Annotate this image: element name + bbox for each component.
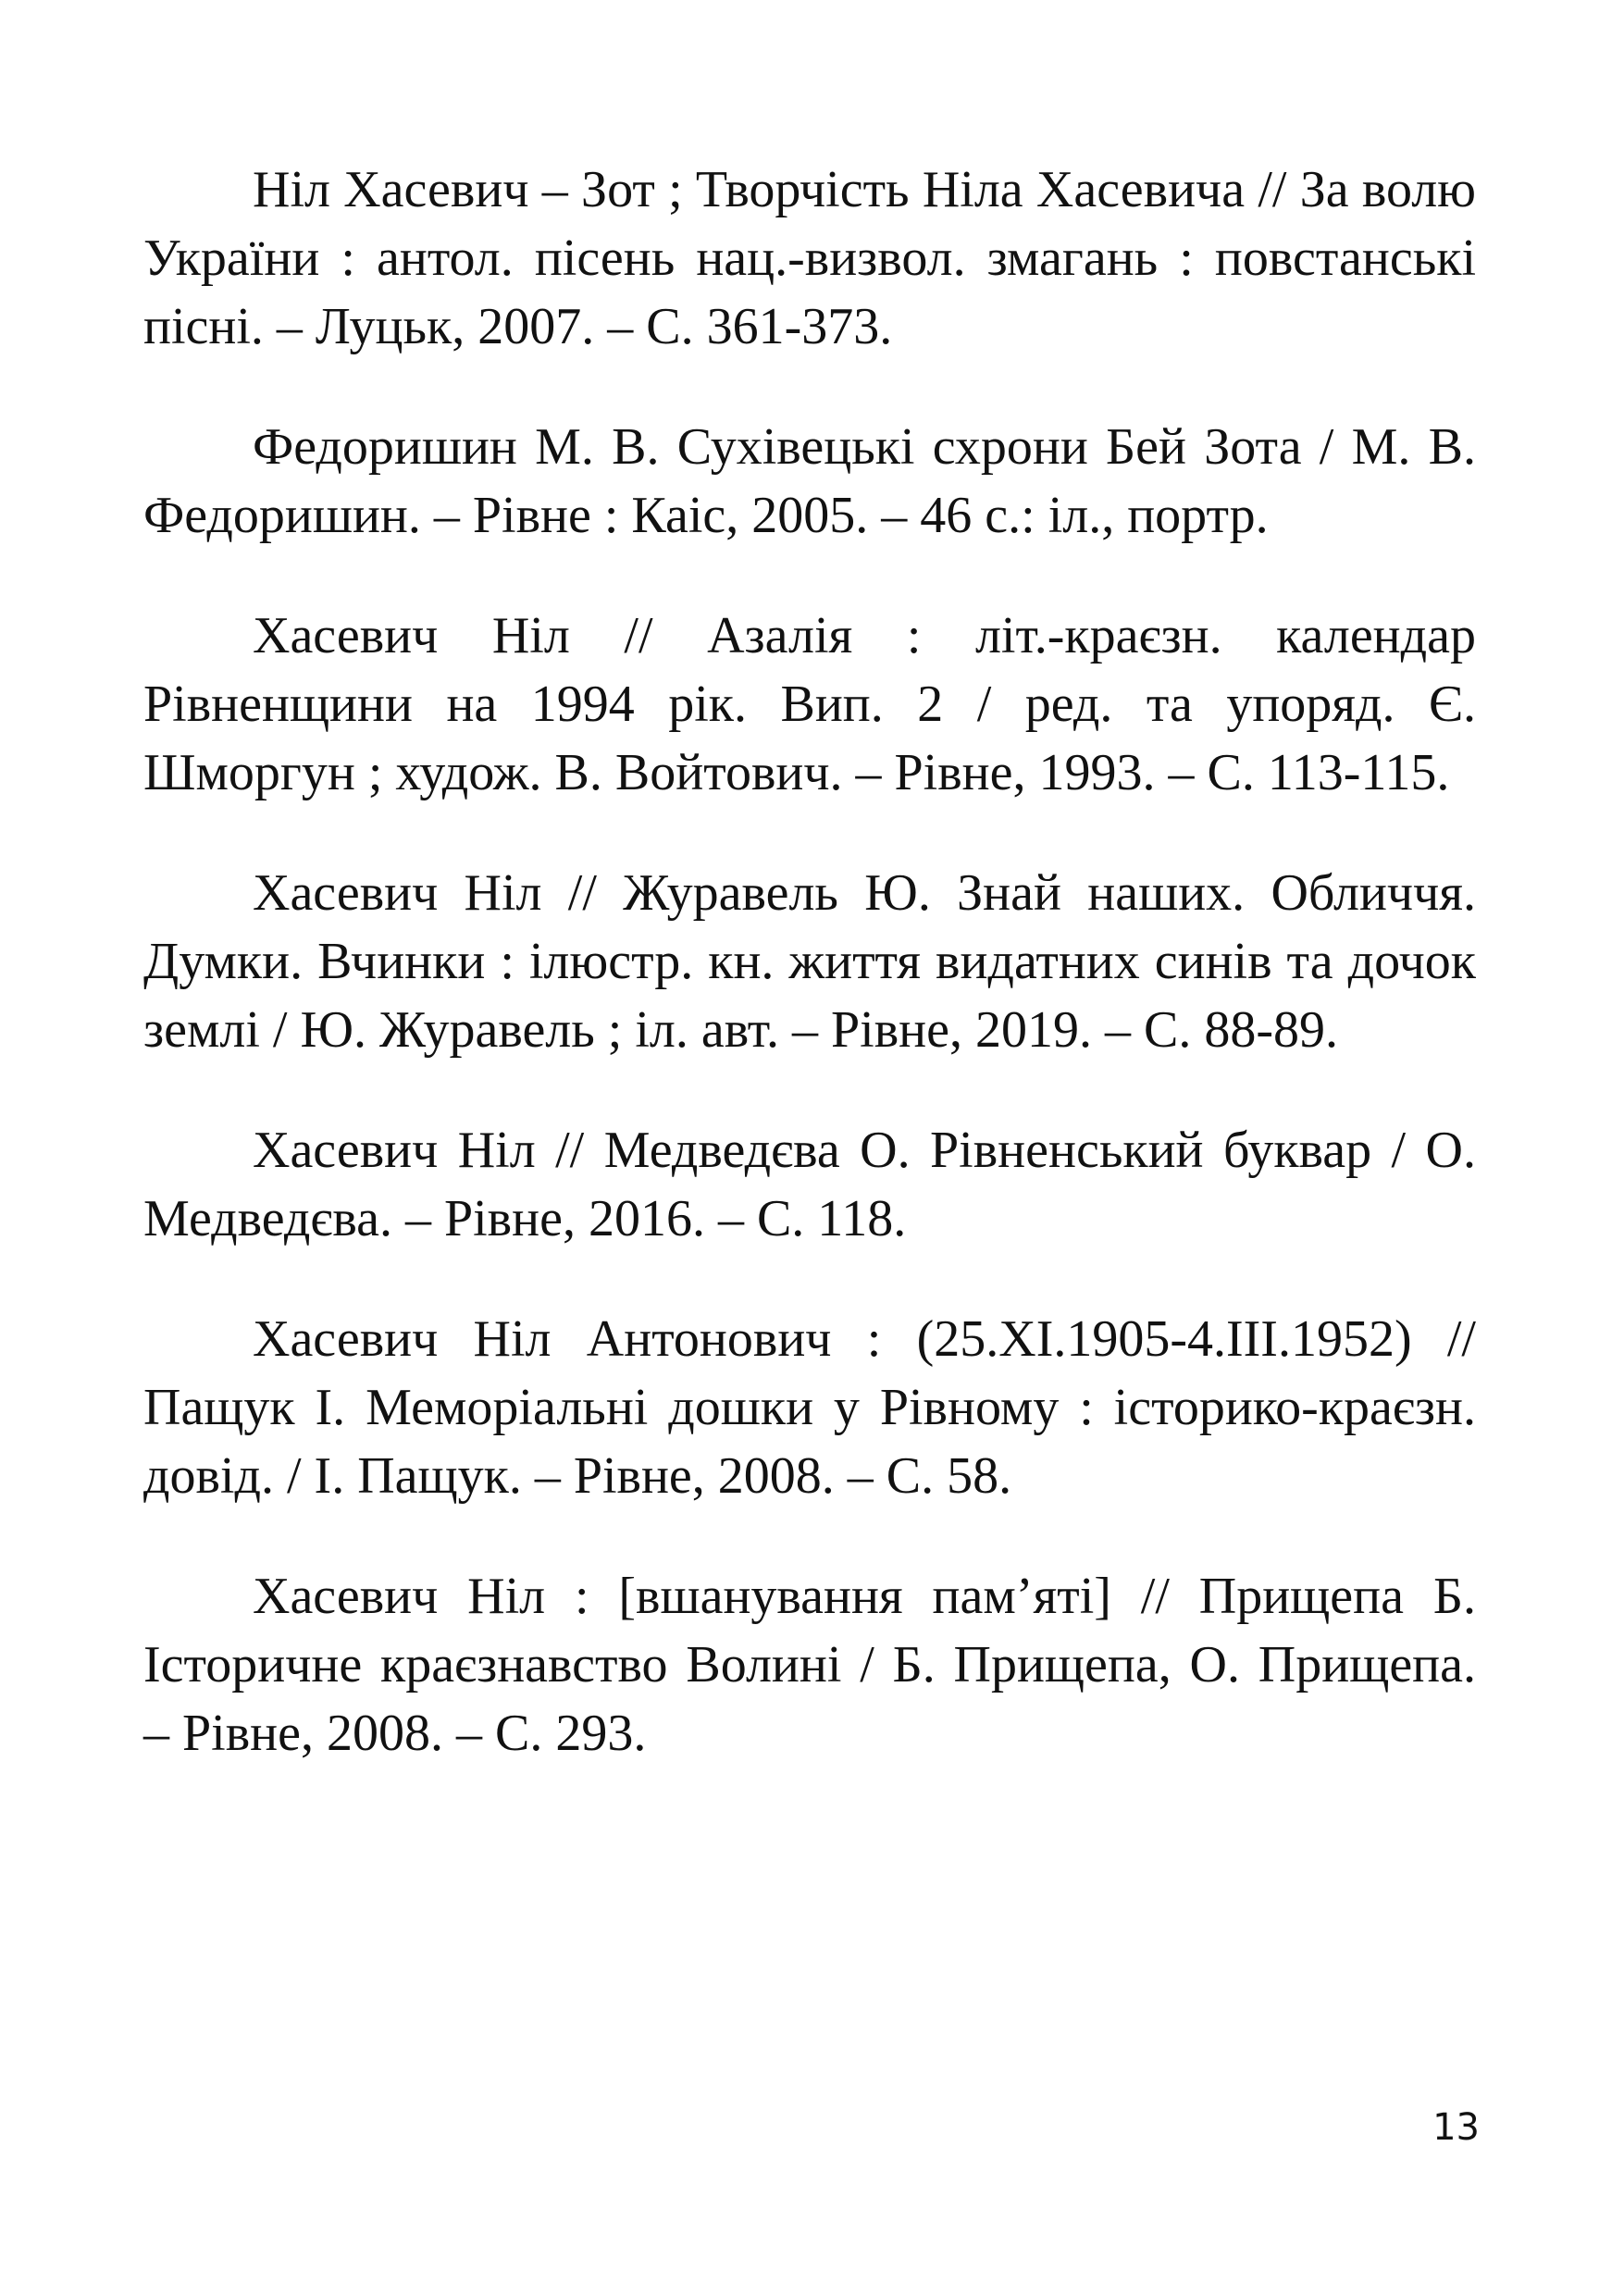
bibliography-entry: Ніл Хасевич – Зот ; Творчість Ніла Хасевича // За волю України : антол. пісень нац.-визвол. змагань : повстанські пісні. – Луцьк, 2007. – С. 361-373.	[143, 161, 1476, 355]
page-number: 13	[1432, 2106, 1480, 2149]
bibliography-list	[143, 155, 1476, 1819]
bibliography-entry: Хасевич Ніл // Журавель Ю. Знай наших. Обличчя. Думки. Вчинки : ілюстр. кн. життя видатних синів та дочок землі / Ю. Журавель ; іл. авт. – Рівне, 2019. – С. 88-89.	[143, 864, 1476, 1059]
bibliography-entry: Хасевич Ніл // Медведєва О. Рівненський буквар / О. Медведєва. – Рівне, 2016. – С. 118.	[143, 1122, 1476, 1247]
bibliography-entry: Хасевич Ніл // Азалія : літ.-краєзн. календар Рівненщини на 1994 рік. Вип. 2 / ред. та упоряд. Є. Шморгун ; худож. В. Войтович. – Рівне, 1993. – С. 113-115.	[143, 607, 1476, 801]
bibliography-entry: Федоришин М. В. Сухівецькі схрони Бей Зота / М. В. Федоришин. – Рівне : Каіс, 2005. – 46 с.: іл., портр.	[143, 418, 1476, 544]
bibliography-entry: Хасевич Ніл Антонович : (25.XI.1905-4.III.1952) // Пащук І. Меморіальні дошки у Рівному : історико-краєзн. довід. / І. Пащук. – Рівне, 2008. – С. 58.	[143, 1310, 1476, 1505]
bibliography-entry: Хасевич Ніл : [вшанування пам’яті] // Прищепа Б. Історичне краєзнавство Волині / Б. Прищепа, О. Прищепа. – Рівне, 2008. – С. 293.	[143, 1568, 1476, 1762]
